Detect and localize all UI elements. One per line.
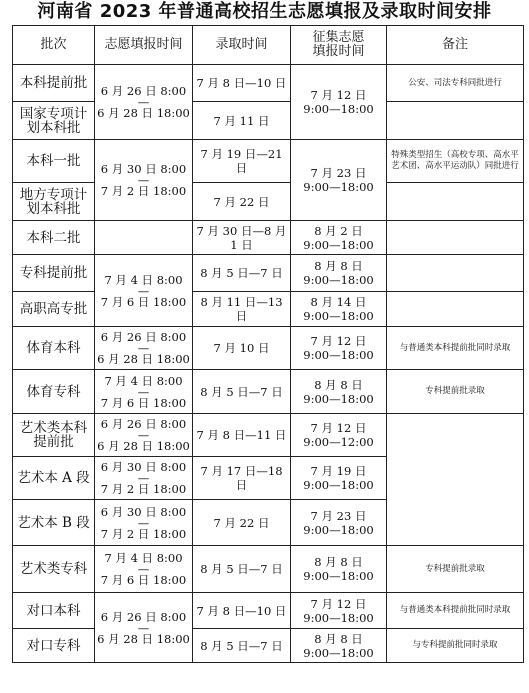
admit-time-cell: 7 月 10 日 bbox=[193, 327, 291, 370]
table-row bbox=[13, 414, 524, 457]
solicit-date: 8 月 2 日 bbox=[314, 223, 363, 238]
solicit-date: 8 月 8 日 bbox=[314, 555, 363, 569]
solicit-hours: 9:00—18:00 bbox=[303, 569, 374, 583]
fill-end: 7 月 2 日 18:00 bbox=[100, 482, 187, 496]
remarks-cell bbox=[387, 183, 524, 221]
fill-dash: — bbox=[137, 515, 150, 530]
solicit-time-cell bbox=[291, 500, 387, 546]
table-row bbox=[13, 292, 524, 327]
remarks-cell bbox=[387, 414, 524, 546]
solicit-time-cell bbox=[291, 414, 387, 457]
remarks-cell: 公安、司法专科同批进行 bbox=[387, 65, 524, 102]
solicit-date: 8 月 8 日 bbox=[314, 377, 363, 392]
remarks-cell: 与普通类本科提前批同时录取 bbox=[387, 327, 524, 370]
table-row bbox=[13, 140, 524, 183]
fill-dash: — bbox=[137, 471, 150, 485]
fill-end: 7 月 6 日 18:00 bbox=[100, 395, 187, 410]
batch-cell: 艺术类本科提前批 bbox=[13, 414, 95, 457]
admit-time-cell: 7 月 11 日 bbox=[193, 102, 291, 140]
solicit-hours: 9:00—18:00 bbox=[303, 522, 374, 537]
solicit-hours: 9:00—18:00 bbox=[303, 610, 374, 625]
solicit-hours: 9:00—18:00 bbox=[303, 102, 374, 116]
admit-time-cell: 7 月 17 日—18 日 bbox=[193, 457, 291, 500]
remarks-cell: 专科提前批录取 bbox=[387, 370, 524, 414]
fill-end: 6 月 28 日 18:00 bbox=[97, 106, 190, 120]
fill-start: 6 月 30 日 8:00 bbox=[100, 162, 187, 176]
solicit-hours: 9:00—18:00 bbox=[303, 180, 374, 194]
batch-cell: 地方专项计划本科批 bbox=[13, 183, 95, 221]
admit-time-cell: 7 月 8 日—10 日 bbox=[193, 593, 291, 629]
solicit-time-cell bbox=[291, 593, 387, 629]
batch-cell: 艺术类专科 bbox=[13, 546, 95, 593]
batch-cell: 对口专科 bbox=[13, 629, 95, 663]
fill-time-cell bbox=[95, 593, 193, 663]
table-row bbox=[13, 255, 524, 292]
header-batch: 批次 bbox=[13, 26, 95, 65]
admit-time-cell: 7 月 22 日 bbox=[193, 183, 291, 221]
table-row bbox=[13, 183, 524, 221]
batch-cell: 本科一批 bbox=[13, 140, 95, 183]
remarks-cell: 与专科提前批同时录取 bbox=[387, 629, 524, 663]
solicit-date: 7 月 23 日 bbox=[310, 166, 367, 180]
table-row bbox=[13, 370, 524, 414]
solicit-hours: 9:00—18:00 bbox=[303, 348, 374, 362]
batch-cell: 体育专科 bbox=[13, 370, 95, 414]
fill-dash: — bbox=[137, 384, 150, 399]
fill-start: 7 月 4 日 8:00 bbox=[104, 373, 183, 388]
admit-time-cell: 7 月 19 日—21 日 bbox=[193, 140, 291, 183]
fill-start: 6 月 26 日 8:00 bbox=[100, 330, 187, 344]
solicit-time-cell bbox=[291, 221, 387, 255]
admit-time-cell: 8 月 5 日—7 日 bbox=[193, 255, 291, 292]
solicit-hours: 9:00—18:00 bbox=[303, 645, 374, 660]
solicit-hours: 9:00—18:00 bbox=[303, 273, 374, 287]
page-title: 河南省 2023 年普通高校招生志愿填报及录取时间安排 bbox=[37, 1, 492, 22]
batch-cell: 体育本科 bbox=[13, 327, 95, 370]
solicit-date: 7 月 12 日 bbox=[310, 596, 367, 611]
fill-dash: — bbox=[137, 428, 150, 442]
solicit-time-cell bbox=[291, 457, 387, 500]
batch-cell: 对口本科 bbox=[13, 593, 95, 629]
solicit-hours: 9:00—18:00 bbox=[303, 478, 374, 492]
batch-cell: 本科提前批 bbox=[13, 65, 95, 102]
admit-time-cell: 7 月 8 日—11 日 bbox=[193, 414, 291, 457]
solicit-date: 8 月 14 日 bbox=[310, 295, 367, 309]
fill-time-cell bbox=[95, 546, 193, 593]
solicit-time-cell bbox=[291, 140, 387, 221]
remarks-cell: 与普通类本科提前批同时录取 bbox=[387, 593, 524, 629]
fill-end: 6 月 28 日 18:00 bbox=[97, 631, 190, 646]
admit-time-cell: 8 月 11 日—13 日 bbox=[193, 292, 291, 327]
fill-time-cell bbox=[95, 140, 193, 221]
header-solicit-line-1: 征集志愿 bbox=[312, 30, 365, 45]
fill-time-cell bbox=[95, 255, 193, 327]
batch-cell: 专科提前批 bbox=[13, 255, 95, 292]
solicit-date: 7 月 23 日 bbox=[310, 508, 367, 523]
table-row bbox=[13, 629, 524, 663]
table-row bbox=[13, 327, 524, 370]
remarks-cell bbox=[387, 292, 524, 327]
fill-dash: — bbox=[137, 341, 150, 355]
remarks-cell: 特殊类型招生（高校专项、高水平艺术团、高水平运动队）同批进行 bbox=[387, 140, 524, 183]
header-remarks: 备注 bbox=[387, 26, 524, 65]
table-row bbox=[13, 221, 524, 255]
solicit-time-cell bbox=[291, 292, 387, 327]
solicit-time-cell bbox=[291, 65, 387, 140]
solicit-time-cell bbox=[291, 255, 387, 292]
solicit-date: 8 月 8 日 bbox=[314, 259, 363, 273]
solicit-hours: 9:00—18:00 bbox=[303, 391, 374, 406]
solicit-date: 7 月 12 日 bbox=[310, 421, 367, 435]
fill-time-cell bbox=[95, 500, 193, 546]
header-fill-time: 志愿填报时间 bbox=[95, 26, 193, 65]
admit-time-cell: 8 月 5 日—7 日 bbox=[193, 546, 291, 593]
fill-start: 6 月 30 日 8:00 bbox=[100, 460, 187, 474]
header-admit-time: 录取时间 bbox=[193, 26, 291, 65]
fill-end: 6 月 28 日 18:00 bbox=[97, 352, 190, 366]
table-row bbox=[13, 593, 524, 629]
schedule-table bbox=[12, 25, 524, 663]
fill-time-cell bbox=[95, 414, 193, 457]
batch-cell: 高职高专批 bbox=[13, 292, 95, 327]
remarks-cell: 专科提前批录取 bbox=[387, 546, 524, 593]
fill-end: 6 月 28 日 18:00 bbox=[97, 439, 190, 453]
table-row bbox=[13, 102, 524, 140]
fill-end: 7 月 6 日 18:00 bbox=[100, 294, 187, 309]
admit-time-cell: 7 月 30 日—8 月 1 日 bbox=[193, 221, 291, 255]
solicit-hours: 9:00—12:00 bbox=[303, 435, 374, 449]
solicit-date: 7 月 19 日 bbox=[310, 464, 367, 478]
table-row bbox=[13, 65, 524, 102]
fill-start: 7 月 4 日 8:00 bbox=[104, 272, 183, 287]
solicit-hours: 9:00—18:00 bbox=[303, 309, 374, 323]
batch-cell: 艺术本 B 段 bbox=[13, 500, 95, 546]
batch-cell: 本科二批 bbox=[13, 221, 95, 255]
solicit-date: 8 月 8 日 bbox=[314, 631, 363, 646]
batch-cell: 国家专项计划本科批 bbox=[13, 102, 95, 140]
fill-dash: — bbox=[137, 173, 150, 187]
remarks-cell bbox=[387, 102, 524, 140]
fill-time-cell bbox=[95, 370, 193, 414]
solicit-date: 7 月 12 日 bbox=[310, 334, 367, 348]
fill-time-cell bbox=[95, 221, 193, 255]
admit-time-cell: 7 月 8 日—10 日 bbox=[193, 65, 291, 102]
fill-dash: — bbox=[137, 283, 150, 298]
batch-cell: 艺术本 A 段 bbox=[13, 457, 95, 500]
fill-start: 6 月 26 日 8:00 bbox=[100, 609, 187, 624]
fill-time-cell bbox=[95, 327, 193, 370]
solicit-hours: 9:00—18:00 bbox=[303, 237, 374, 252]
fill-dash: — bbox=[137, 95, 150, 109]
fill-start: 6 月 26 日 8:00 bbox=[100, 417, 187, 431]
remarks-cell bbox=[387, 255, 524, 292]
remarks-cell bbox=[387, 221, 524, 255]
fill-start: 6 月 26 日 8:00 bbox=[100, 84, 187, 98]
header-solicit-line-2: 填报时间 bbox=[312, 44, 365, 59]
solicit-time-cell bbox=[291, 546, 387, 593]
fill-dash: — bbox=[137, 562, 150, 576]
solicit-time-cell bbox=[291, 629, 387, 663]
fill-start: 6 月 30 日 8:00 bbox=[100, 504, 187, 519]
fill-time-cell bbox=[95, 457, 193, 500]
fill-end: 7 月 2 日 18:00 bbox=[100, 184, 187, 198]
admit-time-cell: 8 月 5 日—7 日 bbox=[193, 629, 291, 663]
fill-time-cell bbox=[95, 65, 193, 140]
fill-end: 7 月 2 日 18:00 bbox=[100, 526, 187, 541]
solicit-time-cell bbox=[291, 327, 387, 370]
fill-start: 7 月 4 日 8:00 bbox=[104, 551, 183, 565]
header-row bbox=[13, 26, 524, 65]
fill-dash: — bbox=[137, 620, 150, 635]
admit-time-cell: 7 月 22 日 bbox=[193, 500, 291, 546]
solicit-date: 7 月 12 日 bbox=[310, 88, 367, 102]
solicit-time-cell bbox=[291, 370, 387, 414]
fill-end: 7 月 6 日 18:00 bbox=[100, 573, 187, 587]
header-solicit-time bbox=[291, 26, 387, 65]
table-row bbox=[13, 546, 524, 593]
admit-time-cell: 8 月 5 日—7 日 bbox=[193, 370, 291, 414]
